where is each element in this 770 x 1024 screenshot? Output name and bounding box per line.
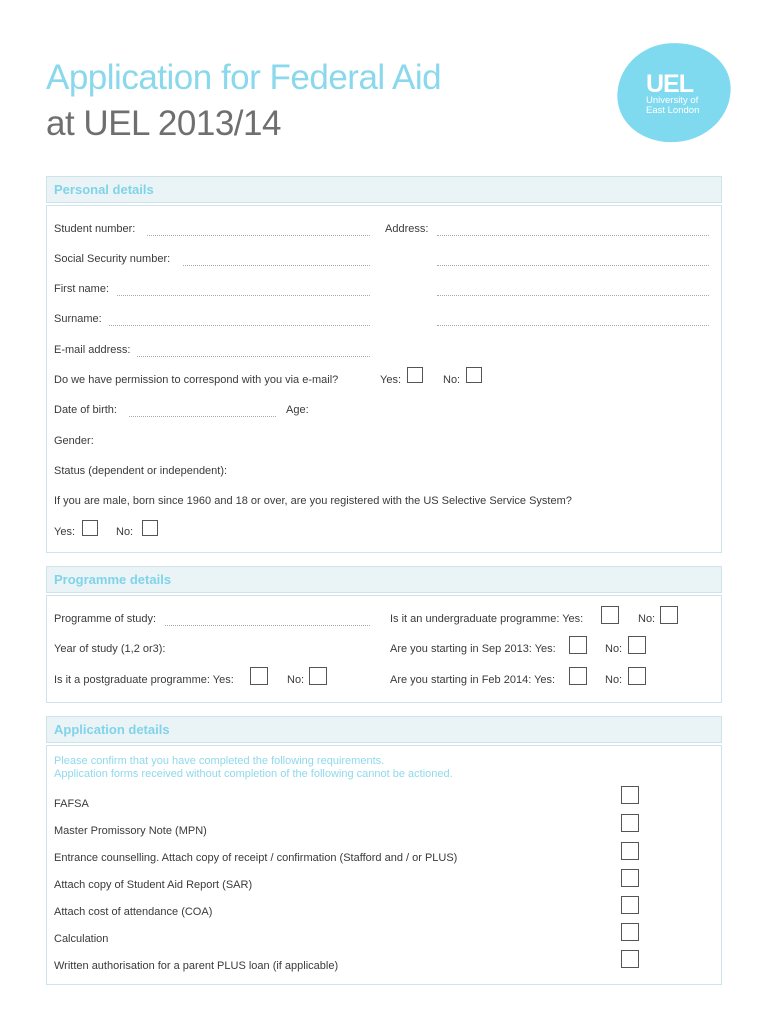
application-details-panel — [46, 745, 722, 985]
selective-no-label: No: — [116, 526, 134, 538]
postgrad-no-label: No: — [287, 674, 305, 686]
requirement-coa-checkbox[interactable] — [621, 896, 639, 914]
selective-service-question: If you are male, born since 1960 and 18 or over, are you registered with the US Selective Service System? — [54, 495, 572, 507]
requirement-plus-authorisation-checkbox[interactable] — [621, 950, 639, 968]
feb-start-no-label: No: — [605, 674, 623, 686]
requirement-entrance-counselling-checkbox[interactable] — [621, 842, 639, 860]
email-permission-yes-checkbox[interactable] — [407, 367, 423, 383]
programme-details-panel — [46, 595, 722, 703]
email-field[interactable] — [137, 356, 370, 357]
programme-details-title: Programme details — [54, 572, 172, 587]
email-permission-yes-label: Yes: — [380, 374, 402, 386]
sep-start-yes-checkbox[interactable] — [569, 636, 587, 654]
uel-logo-text — [646, 72, 699, 116]
programme-of-study-label: Programme of study: — [54, 613, 157, 625]
logo-wordmark: UEL — [646, 70, 693, 98]
address-field-line-4[interactable] — [437, 325, 709, 326]
programme-of-study-field[interactable] — [165, 625, 370, 626]
requirements-note-line-1: Please confirm that you have completed the following requirements. — [54, 755, 385, 767]
surname-field[interactable] — [109, 325, 370, 326]
requirement-mpn-checkbox[interactable] — [621, 814, 639, 832]
undergrad-no-checkbox[interactable] — [660, 606, 678, 624]
selective-yes-label: Yes: — [54, 526, 76, 538]
selective-yes-checkbox[interactable] — [82, 520, 98, 536]
personal-details-panel — [46, 205, 722, 553]
feb-start-no-checkbox[interactable] — [628, 667, 646, 685]
email-permission-no-label: No: — [443, 374, 461, 386]
application-details-header — [46, 716, 722, 743]
first-name-label: First name: — [54, 283, 110, 295]
postgrad-no-checkbox[interactable] — [309, 667, 327, 685]
email-permission-question: Do we have permission to correspond with you via e-mail? — [54, 374, 339, 386]
personal-details-header — [46, 176, 722, 203]
requirement-calculation-label: Calculation — [54, 933, 109, 945]
ssn-field[interactable] — [183, 265, 370, 266]
dob-field[interactable] — [129, 416, 276, 417]
feb-start-yes-checkbox[interactable] — [569, 667, 587, 685]
sep-start-question: Are you starting in Sep 2013: Yes: — [390, 643, 556, 655]
form-subtitle: at UEL 2013/14 — [46, 104, 281, 143]
dob-label: Date of birth: — [54, 404, 117, 416]
student-number-field[interactable] — [147, 235, 370, 236]
student-number-label: Student number: — [54, 223, 136, 235]
email-permission-no-checkbox[interactable] — [466, 367, 482, 383]
age-label: Age: — [286, 404, 309, 416]
requirement-plus-authorisation-label: Written authorisation for a parent PLUS loan (if applicable) — [54, 960, 339, 972]
sep-start-no-label: No: — [605, 643, 623, 655]
application-details-title: Application details — [54, 722, 170, 737]
gender-label: Gender: — [54, 435, 94, 447]
undergrad-no-label: No: — [638, 613, 656, 625]
address-label: Address: — [385, 223, 429, 235]
surname-label: Surname: — [54, 313, 102, 325]
first-name-field[interactable] — [117, 295, 370, 296]
status-label: Status (dependent or independent): — [54, 465, 228, 477]
feb-start-question: Are you starting in Feb 2014: Yes: — [390, 674, 556, 686]
logo-sub-line2: East London — [646, 105, 700, 116]
logo-sub-line1: University of — [646, 95, 699, 106]
requirements-note-line-2: Application forms received without completion of the following cannot be actioned. — [54, 768, 453, 780]
ssn-label: Social Security number: — [54, 253, 171, 265]
address-field-line-1[interactable] — [437, 235, 709, 236]
requirement-sar-checkbox[interactable] — [621, 869, 639, 887]
postgrad-question: Is it a postgraduate programme: Yes: — [54, 674, 234, 686]
year-of-study-label: Year of study (1,2 or3): — [54, 643, 166, 655]
undergrad-yes-checkbox[interactable] — [601, 606, 619, 624]
email-label: E-mail address: — [54, 344, 131, 356]
selective-no-checkbox[interactable] — [142, 520, 158, 536]
requirement-fafsa-label: FAFSA — [54, 798, 89, 810]
requirement-sar-label: Attach copy of Student Aid Report (SAR) — [54, 879, 253, 891]
address-field-line-3[interactable] — [437, 295, 709, 296]
requirement-entrance-counselling-label: Entrance counselling. Attach copy of receipt / confirmation (Stafford and / or PLUS) — [54, 852, 458, 864]
programme-details-header — [46, 566, 722, 593]
requirement-mpn-label: Master Promissory Note (MPN) — [54, 825, 207, 837]
personal-details-title: Personal details — [54, 182, 154, 197]
undergrad-question: Is it an undergraduate programme: Yes: — [390, 613, 584, 625]
requirement-calculation-checkbox[interactable] — [621, 923, 639, 941]
requirement-fafsa-checkbox[interactable] — [621, 786, 639, 804]
requirement-coa-label: Attach cost of attendance (COA) — [54, 906, 213, 918]
form-title: Application for Federal Aid — [46, 58, 442, 97]
address-field-line-2[interactable] — [437, 265, 709, 266]
sep-start-no-checkbox[interactable] — [628, 636, 646, 654]
postgrad-yes-checkbox[interactable] — [250, 667, 268, 685]
